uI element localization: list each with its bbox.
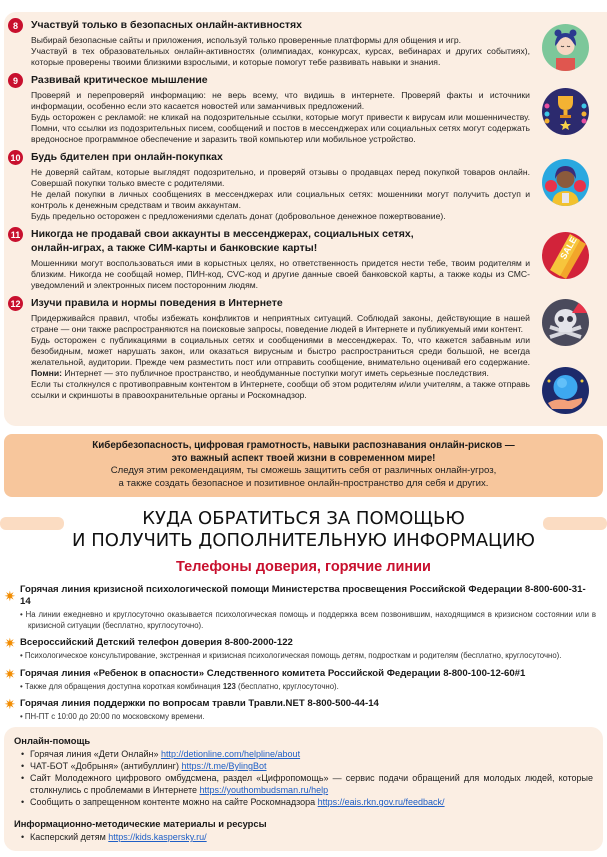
tip-title: Изучи правила и нормы поведения в Интернете — [31, 297, 283, 309]
tip-8 — [8, 18, 530, 68]
hotline-note-text: На линии ежедневно и круглосуточно оказывается психологическая помощь и поддержка всем позвонившим, находящимся в кризисном состоянии или в кризисной ситуации (бесплатно, круглосуточно). — [25, 610, 596, 630]
tip-11 — [8, 227, 530, 291]
detionline-link[interactable]: http://detionline.com/helpline/about — [160, 749, 301, 759]
youthombudsman-link[interactable]: https://youthombudsman.ru/help — [199, 785, 329, 795]
online-help-item — [14, 748, 593, 760]
tip-9 — [8, 73, 530, 145]
item-text: ЧАТ-БОТ «Добрыня» (антибуллинг) — [30, 761, 182, 771]
tip-paragraph — [31, 335, 530, 379]
remember-text: Интернет — это публичное пространство, и необдуманные поступки могут иметь серьезные последствия. — [62, 368, 489, 378]
tip-paragraph: Будь осторожен с рекламой: не кликай на подозрительные ссылки, которые могут привести к вирусам или мошенничеству. Помни, что ссылки из подозрительных писем, сообщений и постов в мессенджерах или социальных сетях могут содержать вредоносное программное обеспечение и заразить твой компьютер или мобильное устройство. — [31, 112, 530, 144]
tip-12 — [8, 296, 530, 401]
star-icon: ✷ — [4, 588, 16, 604]
sale-tag-icon — [542, 232, 589, 279]
online-help-list — [14, 748, 593, 808]
remember-label: Помни: — [31, 368, 63, 378]
angry-user-icon — [542, 159, 589, 206]
online-help-item — [14, 760, 593, 772]
hotline-note: • Психологическое консультирование, экстренная и кризисная психологическая помощь детям, подросткам и родителям (бесплатно, круглосуточно). — [20, 651, 562, 660]
resources-heading: Информационно-методические материалы и ресурсы — [14, 818, 267, 829]
telegram-bot-link[interactable]: https://t.me/BylingBot — [181, 761, 267, 771]
item-text: Касперский детям — [30, 832, 109, 842]
hotline-note-text: (бесплатно, круглосуточно). — [235, 681, 339, 691]
online-help-heading: Онлайн-помощь — [14, 735, 91, 746]
summary-line: Следуя этим рекомендациям, ты сможешь защитить себя от различных онлайн-угроз, — [110, 465, 497, 476]
summary-bold-line: Кибербезопасность, цифровая грамотность, навыки распознавания онлайн-рисков — — [92, 440, 515, 451]
hotline-item — [4, 637, 596, 662]
help-title-line: КУДА ОБРАТИТЬСЯ ЗА ПОМОЩЬЮ — [142, 508, 465, 529]
tip-paragraph: Не доверяй сайтам, которые выглядят подозрительно, и проверяй отзывы о продавцах перед покупкой товаров онлайн. Совершай покупки только вместе с родителями. — [31, 167, 530, 188]
tip-paragraph: Если ты столкнулся с противоправным контентом в Интернете, сообщи об этом родителям и/или учителям, а также отправь ссылки и скриншоты в правоохранительные органы и Роскомнадзор. — [31, 379, 530, 400]
online-help-panel — [4, 727, 603, 851]
online-help-item — [14, 796, 593, 808]
hotline-item — [4, 665, 596, 693]
help-section-title — [0, 508, 607, 552]
hotline-note-text: Психологическое консультирование, экстренная и кризисная психологическая помощь детям, подросткам и родителям (бесплатно, круглосуточно). — [24, 651, 562, 660]
item-text: Сайт Молодежного цифрового омбудсмена, раздел «Цифропомощь» — сервис подачи обращений для молодых людей, которые столкнулись с проблемами в Интернете — [30, 773, 593, 795]
rkn-feedback-link[interactable]: https://eais.rkn.gov.ru/feedback/ — [317, 797, 445, 807]
hotline-item — [4, 584, 596, 631]
star-icon: ✷ — [4, 696, 16, 712]
hotline-title: Всероссийский Детский телефон доверия 8-800-2000-122 — [20, 637, 293, 648]
kaspersky-kids-link[interactable]: https://kids.kaspersky.ru/ — [108, 832, 207, 842]
tips-list — [8, 18, 530, 406]
tip-number-badge: 12 — [8, 296, 23, 311]
tip-paragraph: Участвуй в тех образовательных онлайн-активностях (олимпиадах, конкурсах, курсах, вебинарах и других событиях), которые проверены твоими близкими взрослыми, и которые помогут тебе развивать навыки и знания. — [31, 46, 530, 67]
resources-list — [14, 831, 593, 843]
tip-number-badge: 11 — [8, 227, 23, 242]
hotline-title: Горячая линия кризисной психологической помощи Министерства просвещения Российской Федерации 8-800-600-31-14 — [20, 584, 586, 607]
summary-box — [4, 434, 603, 497]
tip-number-badge: 10 — [8, 150, 23, 165]
summary-line: а также создать безопасное и позитивное онлайн-пространство для себя и других. — [118, 477, 489, 489]
star-icon: ✷ — [4, 665, 16, 682]
tip-paragraph: Не делай покупки в личных сообщениях в мессенджерах или социальных сетях: мошенники могут получить доступ и контроль к денежным средствам и твоим аккаунтам. — [31, 189, 530, 210]
hotline-note: • ПН-ПТ с 10:00 до 20:00 по московскому времени. — [20, 712, 205, 721]
tip-10 — [8, 150, 530, 222]
summary-bold-line: это важный аспект твоей жизни в современном мире! — [171, 452, 436, 464]
tip-paragraph: Будь предельно осторожен с предложениями сделать донат (добровольное денежное пожертвование). — [31, 211, 446, 221]
tip-title: Будь бдителен при онлайн-покупках — [31, 151, 223, 163]
tip-paragraph-text: Будь осторожен с публикациями в социальных сетях и сообщениями в мессенджерах. То, что кажется забавным или безобидным, может нарушать закон, или оказаться вирусным и быстро распространиться среди большой, не всегда желательной, аудитории. Прежде чем разместить пост или отправить сообщение, внимательно оценивай его содержание. — [31, 335, 530, 367]
resource-item — [14, 831, 593, 843]
hotline-item — [4, 698, 596, 723]
help-title-line: И ПОЛУЧИТЬ ДОПОЛНИТЕЛЬНУЮ ИНФОРМАЦИЮ — [72, 530, 535, 551]
hotlines-subtitle: Телефоны доверия, горячие линии — [176, 559, 431, 575]
short-code: 123 — [222, 681, 236, 691]
hotline-note-text: ПН-ПТ с 10:00 до 20:00 по московскому времени. — [24, 712, 205, 721]
star-icon: ✷ — [4, 635, 16, 651]
tip-number-badge: 9 — [8, 73, 23, 88]
hotline-title: Горячая линия поддержки по вопросам травли Травли.NET 8-800-500-44-14 — [20, 698, 379, 709]
tip-paragraph: Мошенники могут воспользоваться ими в корыстных целях, но ответственность придется нести тебе, твоим родителям и близким. Никогда не сообщай номер, ПИН-код, CVC-код и другие данные своей банковской карты, а также коды из СМС-уведомлений и электронных писем посторонним людям. — [31, 258, 530, 290]
hotline-title: Горячая линия «Ребенок в опасности» Следственного комитета Российской Федерации 8-800-100-12-60#1 — [20, 667, 526, 679]
online-help-item — [14, 772, 593, 796]
tip-number-badge: 8 — [8, 18, 23, 33]
tip-paragraph: Придерживайся правил, чтобы избежать конфликтов и неприятных ситуаций. Соблюдай законы, действующие в нашей стране — они также распространяются на поисковые запросы, поведение людей в Интернете и публикуемый ими контент. — [31, 313, 530, 334]
hotline-note-text: Также для обращения доступна короткая комбинация — [24, 681, 223, 691]
hotline-note: • Также для обращения доступна короткая комбинация 123 (бесплатно, круглосуточно). — [20, 681, 339, 691]
tip-title: Участвуй только в безопасных онлайн-активностях — [31, 19, 303, 31]
item-text: Горячая линия «Дети Онлайн» — [30, 749, 161, 759]
tip-paragraph: Выбирай безопасные сайты и приложения, используй только проверенные платформы для общения и игр. — [31, 35, 461, 45]
meditating-girl-icon — [542, 24, 589, 71]
tip-paragraph: Проверяй и перепроверяй информацию: не верь всему, что видишь в интернете. Проверяй факты и источники информации, особенно если это касается новостей или заманчивых предложений. — [31, 90, 530, 111]
hotlines-list — [4, 584, 596, 729]
globe-in-hand-icon — [542, 367, 589, 414]
item-text: Сообщить о запрещенном контенте можно на сайте Роскомнадзора — [30, 797, 318, 807]
hotline-note: • На линии ежедневно и круглосуточно оказывается психологическая помощь и поддержка всем позвонившим, находящимся в кризисном состоянии или в кризисной ситуации (бесплатно, круглосуточно). — [20, 610, 596, 630]
skull-warning-icon — [542, 299, 589, 346]
tip-title: Развивай критическое мышление — [31, 74, 208, 86]
trophy-tournament-icon — [542, 88, 589, 135]
tip-title: Никогда не продавай свои аккаунты в мессенджерах, социальных сетях, онлайн-играх, а также СИМ-карты и банковские карты! — [31, 228, 414, 254]
sale-tag-text: SALE — [558, 235, 579, 261]
